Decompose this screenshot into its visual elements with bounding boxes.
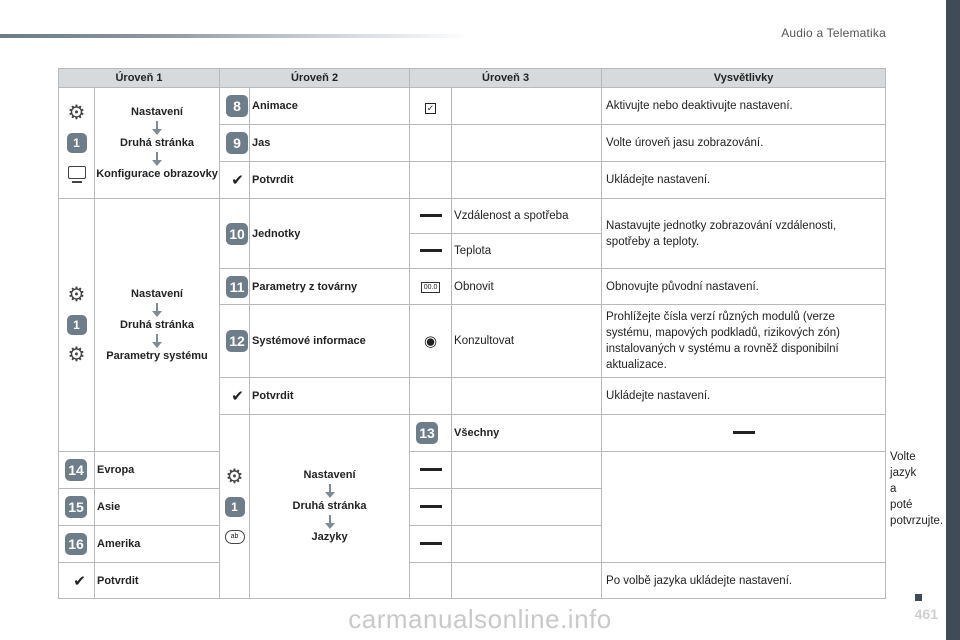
arrow-down-icon [152, 334, 162, 348]
check-icon: ✔ [220, 378, 250, 415]
arrow-down-icon [325, 515, 335, 529]
option-text [452, 88, 602, 125]
menu-path [95, 88, 220, 199]
language-icon: ab [223, 525, 247, 549]
description: Prohlížejte čísla verzí různých modulů (verze systému, mapových podkladů, rizikových zón) instalovaných v systému a rovněž disponibilní aktualizace. [602, 305, 886, 378]
table-row [59, 526, 886, 563]
item-label: Potvrdit [250, 162, 410, 199]
level1-cell [59, 199, 95, 452]
item-number: 15 [59, 489, 95, 526]
counter-icon: 00.0 [410, 269, 452, 305]
settings-gear-icon: ⚙ [67, 284, 86, 306]
arrow-down-icon [325, 484, 335, 498]
path-step: Nastavení [131, 287, 183, 300]
item-label: Parametry z továrny [250, 269, 410, 305]
item-number: 11 [220, 269, 250, 305]
menu-path [95, 199, 220, 452]
dash-icon [602, 415, 886, 452]
path-step: Konfigurace obrazovky [96, 167, 218, 180]
option-text: Konzultovat [452, 305, 602, 378]
description: Po volbě jazyka ukládejte nastavení. [602, 563, 886, 599]
eye-icon: ◉ [410, 305, 452, 378]
arrow-down-icon [152, 121, 162, 135]
item-label: Všechny [452, 415, 602, 452]
dash-icon [410, 489, 452, 526]
level-number-badge: 1 [67, 133, 87, 153]
option-text: Teplota [452, 234, 602, 269]
path-step: Druhá stránka [120, 136, 194, 149]
dash-icon [410, 199, 452, 234]
description: Nastavujte jednotky zobrazování vzdálenosti, spotřeby a teploty. [602, 199, 886, 269]
column-header-level1: Úroveň 1 [59, 69, 220, 88]
page-marker [915, 594, 922, 601]
description: Obnovujte původní nastavení. [602, 269, 886, 305]
item-label: Amerika [95, 526, 220, 563]
path-step: Druhá stránka [120, 318, 194, 331]
item-number: 13 [410, 415, 452, 452]
option-text: Vzdálenost a spotřeba [452, 199, 602, 234]
level1-cell [59, 88, 95, 199]
item-label: Jas [250, 125, 410, 162]
page-number: 461 [914, 606, 938, 622]
settings-gear-icon: ⚙ [225, 465, 244, 488]
item-number: 14 [59, 452, 95, 489]
level-number-badge: 1 [67, 315, 87, 335]
path-step: Druhá stránka [292, 500, 367, 512]
column-header-level2: Úroveň 2 [220, 69, 410, 88]
level1-cell [220, 415, 250, 599]
settings-gear-icon: ⚙ [67, 102, 86, 124]
screen-icon [65, 161, 89, 185]
path-step: Parametry systému [106, 349, 208, 362]
column-header-description: Vysvětlivky [602, 69, 886, 88]
watermark: carmanualsonline.info [348, 604, 612, 634]
description: Ukládejte nastavení. [602, 378, 886, 415]
check-icon: ✔ [220, 162, 250, 199]
column-header-level3: Úroveň 3 [410, 69, 602, 88]
item-label: Potvrdit [95, 563, 220, 599]
settings-table [58, 68, 944, 599]
check-icon: ✔ [59, 563, 95, 599]
table-row [59, 88, 886, 125]
table-row [59, 452, 886, 489]
description: Volte úroveň jasu zobrazování. [602, 125, 886, 162]
menu-path [250, 415, 410, 599]
item-number: 8 [220, 88, 250, 125]
arrow-down-icon [152, 152, 162, 166]
dash-icon [410, 452, 452, 489]
item-label: Evropa [95, 452, 220, 489]
table-row [59, 489, 886, 526]
dash-icon [410, 526, 452, 563]
table-row [59, 563, 886, 599]
item-number: 9 [220, 125, 250, 162]
sidebar-strip [946, 0, 960, 640]
system-settings-icon: ⚙ [67, 344, 86, 366]
table-row: ⚙ 1 ab Nastavení Druhá stránka Jazyky 13 Všechny Volte jazyk a poté potvrzujte. [59, 415, 886, 452]
dash-icon [410, 234, 452, 269]
item-label: Animace [250, 88, 410, 125]
section-title: Audio a Telematika [781, 26, 886, 40]
item-number: 12 [220, 305, 250, 378]
table-header-row [59, 69, 886, 88]
description: Aktivujte nebo deaktivujte nastavení. [602, 88, 886, 125]
option-text: Obnovit [452, 269, 602, 305]
description: Ukládejte nastavení. [602, 162, 886, 199]
item-label: Potvrdit [250, 378, 410, 415]
item-number: 16 [59, 526, 95, 563]
item-label: Jednotky [250, 199, 410, 269]
path-step: Nastavení [303, 469, 356, 481]
level-number-badge: 1 [225, 497, 245, 517]
toggle-icon: ✓ [410, 88, 452, 125]
header-accent-bar [0, 34, 470, 38]
arrow-down-icon [152, 303, 162, 317]
table-row [59, 199, 886, 234]
item-label: Asie [95, 489, 220, 526]
path-step: Jazyky [311, 531, 348, 543]
item-number: 10 [220, 199, 250, 269]
path-step: Nastavení [131, 105, 183, 118]
item-label: Systémové informace [250, 305, 410, 378]
